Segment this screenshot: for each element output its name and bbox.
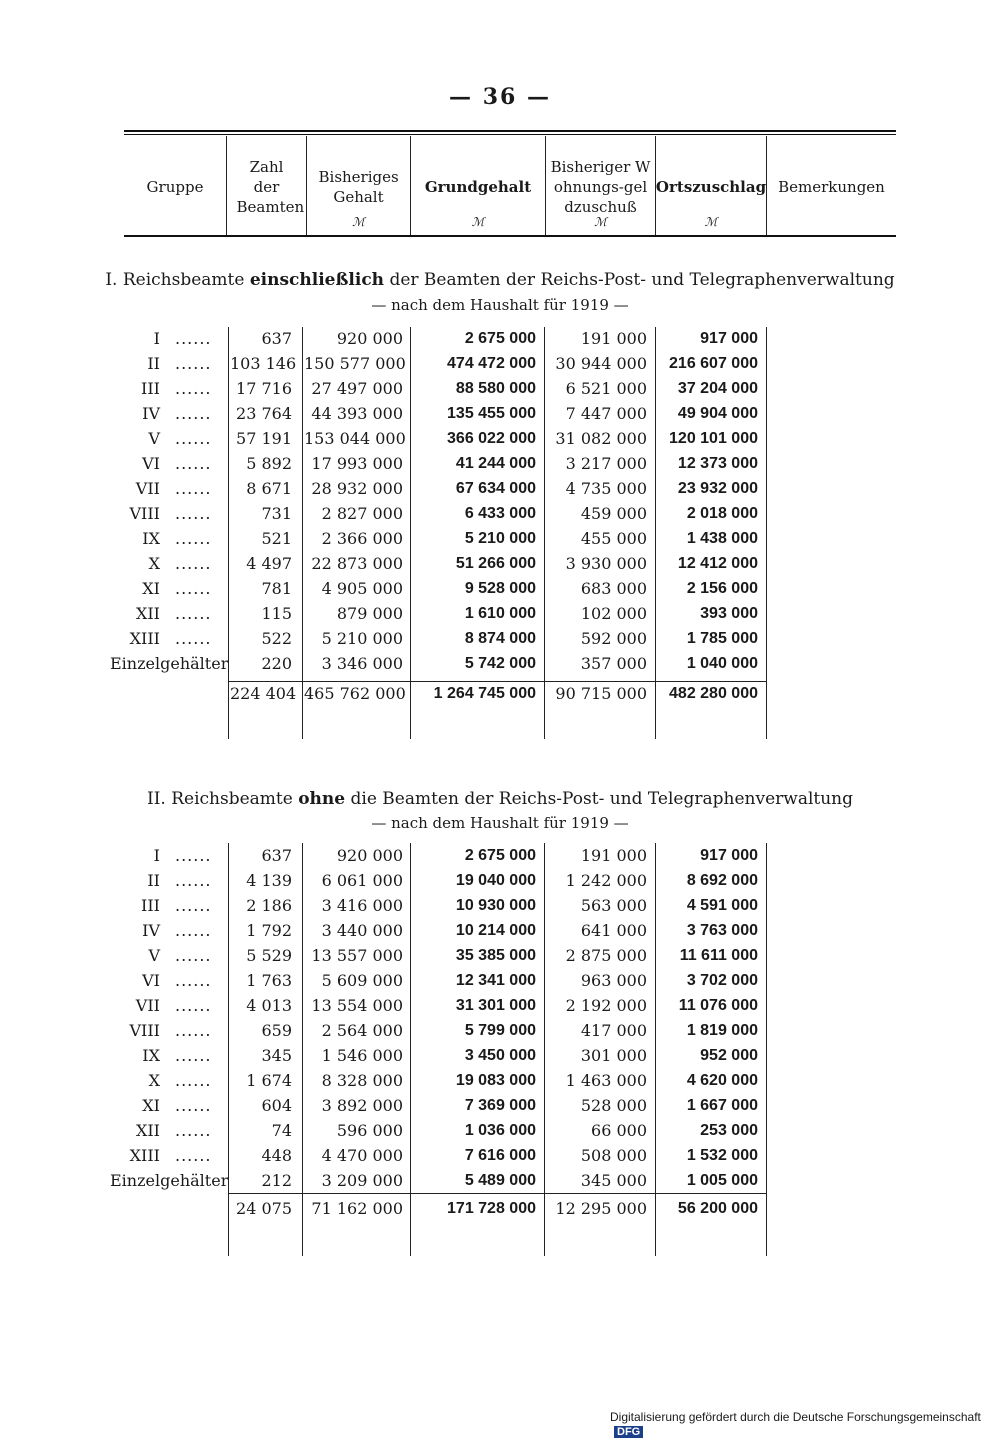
wohn-cell: 102 000	[580, 604, 647, 623]
zahl-cell: 637	[261, 329, 292, 348]
zahl-cell: 220	[261, 654, 292, 673]
zahl-cell: 17 716	[236, 379, 292, 398]
bisher-cell: 150 577 000	[304, 354, 406, 373]
table-row	[0, 476, 1000, 501]
orts-cell: 3 702 000	[686, 972, 758, 989]
total-wohn: 90 715 000	[555, 684, 647, 703]
leader-dots: ......	[175, 604, 212, 623]
zahl-cell: 212	[261, 1171, 292, 1190]
wohn-cell: 4 735 000	[565, 479, 647, 498]
grund-cell: 366 022 000	[447, 430, 536, 447]
group-cell	[110, 426, 222, 451]
bisher-cell: 8 328 000	[321, 1071, 403, 1090]
group-cell	[110, 1043, 222, 1068]
group-cell	[110, 551, 222, 576]
wohn-cell: 191 000	[580, 846, 647, 865]
leader-dots: ......	[175, 946, 212, 965]
zahl-cell: 1 763	[246, 971, 292, 990]
group-cell	[110, 601, 222, 626]
section1-total-row	[0, 681, 1000, 706]
group-cell	[110, 576, 222, 601]
bisher-cell: 28 932 000	[311, 479, 403, 498]
bisher-cell: 920 000	[336, 846, 403, 865]
section1-subtitle: — nach dem Haushalt für 1919 —	[371, 296, 629, 314]
grund-cell: 19 040 000	[455, 872, 536, 889]
group-label: VI	[142, 454, 160, 473]
bisher-cell: 153 044 000	[304, 429, 406, 448]
bisher-cell: 3 440 000	[321, 921, 403, 940]
leader-dots: ......	[175, 529, 212, 548]
table-row	[0, 968, 1000, 993]
group-label: VIII	[129, 504, 160, 523]
orts-cell: 49 904 000	[677, 405, 758, 422]
group-cell	[110, 1118, 222, 1143]
orts-cell: 393 000	[700, 605, 758, 622]
group-label: X	[148, 1071, 160, 1090]
table-row	[0, 943, 1000, 968]
group-label: XIII	[129, 1146, 160, 1165]
zahl-cell: 731	[261, 504, 292, 523]
bisher-cell: 879 000	[336, 604, 403, 623]
grund-cell: 10 930 000	[455, 897, 536, 914]
bisher-cell: 920 000	[336, 329, 403, 348]
grund-cell: 10 214 000	[455, 922, 536, 939]
group-cell	[110, 376, 222, 401]
table-row	[0, 1068, 1000, 1093]
group-label: V	[148, 429, 160, 448]
bisher-cell: 3 346 000	[321, 654, 403, 673]
orts-cell: 37 204 000	[677, 380, 758, 397]
group-label: III	[141, 379, 160, 398]
bisher-cell: 3 892 000	[321, 1096, 403, 1115]
grund-cell: 5 489 000	[464, 1172, 536, 1189]
bisher-cell: 17 993 000	[311, 454, 403, 473]
grund-cell: 41 244 000	[455, 455, 536, 472]
total-zahl: 24 075	[236, 1199, 292, 1218]
wohn-cell: 6 521 000	[565, 379, 647, 398]
orts-cell: 253 000	[700, 1122, 758, 1139]
total-orts: 56 200 000	[677, 1200, 758, 1217]
header-bemerkungen: Bemerkungen	[778, 178, 885, 196]
group-cell	[110, 1143, 222, 1168]
leader-dots: ......	[175, 1021, 212, 1040]
orts-cell: 1 438 000	[686, 530, 758, 547]
group-label: I	[153, 329, 160, 348]
total-bisher: 71 162 000	[311, 1199, 403, 1218]
table-row	[0, 326, 1000, 351]
group-label: IX	[142, 1046, 160, 1065]
header-zahl: Zahl der Beamten	[236, 158, 305, 216]
page-number: — 36 —	[449, 84, 551, 110]
orts-cell: 2 018 000	[686, 505, 758, 522]
wohn-cell: 1 242 000	[565, 871, 647, 890]
table-row	[0, 501, 1000, 526]
bisher-cell: 1 546 000	[321, 1046, 403, 1065]
leader-dots: ......	[175, 354, 212, 373]
grund-cell: 88 580 000	[455, 380, 536, 397]
group-cell	[110, 1093, 222, 1118]
group-cell	[110, 893, 222, 918]
table-row	[0, 868, 1000, 893]
group-label: VIII	[129, 1021, 160, 1040]
bisher-cell: 44 393 000	[311, 404, 403, 423]
wohn-cell: 357 000	[580, 654, 647, 673]
table-row	[0, 1093, 1000, 1118]
wohn-cell: 2 875 000	[565, 946, 647, 965]
group-label: XI	[142, 1096, 160, 1115]
group-cell	[110, 968, 222, 993]
orts-cell: 120 101 000	[669, 430, 758, 447]
orts-cell: 1 667 000	[686, 1097, 758, 1114]
orts-cell: 216 607 000	[669, 355, 758, 372]
bisher-cell: 27 497 000	[311, 379, 403, 398]
zahl-cell: 1 792	[246, 921, 292, 940]
table-row	[0, 576, 1000, 601]
group-cell	[110, 993, 222, 1018]
table-row	[0, 918, 1000, 943]
header-wohnungsgeldzuschuss: Bisheriger Wohnungs-geldzuschuß ℳ	[550, 158, 651, 229]
orts-cell: 1 819 000	[686, 1022, 758, 1039]
total-zahl: 224 404	[230, 684, 297, 703]
table-row	[0, 1118, 1000, 1143]
bisher-cell: 4 470 000	[321, 1146, 403, 1165]
orts-cell: 12 412 000	[677, 555, 758, 572]
grund-cell: 1 610 000	[464, 605, 536, 622]
zahl-cell: 4 497	[246, 554, 292, 573]
total-grund: 1 264 745 000	[433, 685, 536, 702]
table-row	[0, 1043, 1000, 1068]
orts-cell: 12 373 000	[677, 455, 758, 472]
grund-cell: 12 341 000	[455, 972, 536, 989]
leader-dots: ......	[175, 846, 212, 865]
bisher-cell: 5 210 000	[321, 629, 403, 648]
wohn-cell: 31 082 000	[555, 429, 647, 448]
grund-cell: 5 799 000	[464, 1022, 536, 1039]
grund-cell: 6 433 000	[464, 505, 536, 522]
group-label: II	[147, 871, 160, 890]
group-cell	[110, 918, 222, 943]
leader-dots: ......	[175, 971, 212, 990]
orts-cell: 4 620 000	[686, 1072, 758, 1089]
leader-dots: ......	[175, 629, 212, 648]
leader-dots: ......	[175, 921, 212, 940]
grund-cell: 5 742 000	[464, 655, 536, 672]
zahl-cell: 448	[261, 1146, 292, 1165]
header-bottom-rule	[124, 235, 896, 237]
section2-total-rule	[228, 1193, 766, 1194]
zahl-cell: 5 892	[246, 454, 292, 473]
bisher-cell: 6 061 000	[321, 871, 403, 890]
total-bisher: 465 762 000	[304, 684, 406, 703]
leader-dots: ......	[175, 871, 212, 890]
grund-cell: 2 675 000	[464, 330, 536, 347]
zahl-cell: 4 139	[246, 871, 292, 890]
zahl-cell: 5 529	[246, 946, 292, 965]
group-label: V	[148, 946, 160, 965]
orts-cell: 1 005 000	[686, 1172, 758, 1189]
wohn-cell: 459 000	[580, 504, 647, 523]
table-row	[0, 526, 1000, 551]
grund-cell: 5 210 000	[464, 530, 536, 547]
group-cell	[110, 626, 222, 651]
table-row	[0, 1018, 1000, 1043]
total-wohn: 12 295 000	[555, 1199, 647, 1218]
dfg-logo: DFG	[614, 1426, 643, 1438]
grund-cell: 9 528 000	[464, 580, 536, 597]
leader-dots: ......	[175, 1071, 212, 1090]
group-label: XII	[135, 1121, 160, 1140]
bisher-cell: 13 557 000	[311, 946, 403, 965]
zahl-cell: 103 146	[230, 354, 297, 373]
table-row	[0, 1143, 1000, 1168]
grund-cell: 51 266 000	[455, 555, 536, 572]
orts-cell: 4 591 000	[686, 897, 758, 914]
grund-cell: 135 455 000	[447, 405, 536, 422]
group-label: XIII	[129, 629, 160, 648]
orts-cell: 1 532 000	[686, 1147, 758, 1164]
group-label: III	[141, 896, 160, 915]
leader-dots: ......	[175, 579, 212, 598]
wohn-cell: 592 000	[580, 629, 647, 648]
grund-cell: 35 385 000	[455, 947, 536, 964]
orts-cell: 1 040 000	[686, 655, 758, 672]
wohn-cell: 30 944 000	[555, 354, 647, 373]
total-grund: 171 728 000	[447, 1200, 536, 1217]
header-gruppe: Gruppe	[146, 178, 204, 196]
group-label: XII	[135, 604, 160, 623]
grund-cell: 19 083 000	[455, 1072, 536, 1089]
header-top-rule	[124, 130, 896, 132]
table-row	[0, 651, 1000, 676]
section2-total-row	[0, 1196, 1000, 1221]
leader-dots: ......	[175, 1146, 212, 1165]
group-cell	[110, 451, 222, 476]
wohn-cell: 563 000	[580, 896, 647, 915]
zahl-cell: 1 674	[246, 1071, 292, 1090]
orts-cell: 23 932 000	[677, 480, 758, 497]
orts-cell: 11 076 000	[678, 997, 758, 1014]
wohn-cell: 455 000	[580, 529, 647, 548]
grund-cell: 8 874 000	[464, 630, 536, 647]
grund-cell: 67 634 000	[455, 480, 536, 497]
grund-cell: 3 450 000	[464, 1047, 536, 1064]
table-row	[0, 626, 1000, 651]
zahl-cell: 522	[261, 629, 292, 648]
wohn-cell: 7 447 000	[565, 404, 647, 423]
section2-subtitle: — nach dem Haushalt für 1919 —	[371, 814, 629, 832]
group-cell	[110, 526, 222, 551]
leader-dots: ......	[175, 479, 212, 498]
table-row	[0, 401, 1000, 426]
group-label: IV	[142, 921, 160, 940]
grund-cell: 1 036 000	[464, 1122, 536, 1139]
leader-dots: ......	[175, 896, 212, 915]
section2-title: II. Reichsbeamte ohne die Beamten der Reichs-Post- und Telegraphenverwaltung	[146, 789, 854, 809]
bisher-cell: 4 905 000	[321, 579, 403, 598]
table-row	[0, 351, 1000, 376]
zahl-cell: 781	[261, 579, 292, 598]
leader-dots: ......	[175, 404, 212, 423]
leader-dots: ......	[175, 379, 212, 398]
group-cell	[110, 943, 222, 968]
zahl-cell: 659	[261, 1021, 292, 1040]
group-cell	[110, 868, 222, 893]
table-row	[0, 1168, 1000, 1193]
zahl-cell: 2 186	[246, 896, 292, 915]
leader-dots: ......	[175, 454, 212, 473]
orts-cell: 917 000	[700, 330, 758, 347]
leader-dots: ......	[175, 996, 212, 1015]
orts-cell: 917 000	[700, 847, 758, 864]
wohn-cell: 3 217 000	[565, 454, 647, 473]
leader-dots: ......	[175, 1121, 212, 1140]
header-ortszuschlag: Ortszuschlag ℳ	[655, 178, 767, 229]
wohn-cell: 963 000	[580, 971, 647, 990]
zahl-cell: 604	[261, 1096, 292, 1115]
group-label: I	[153, 846, 160, 865]
leader-dots: ......	[175, 554, 212, 573]
group-label: IX	[142, 529, 160, 548]
leader-dots: ......	[175, 329, 212, 348]
wohn-cell: 417 000	[580, 1021, 647, 1040]
leader-dots: ......	[175, 1046, 212, 1065]
wohn-cell: 1 463 000	[565, 1071, 647, 1090]
group-cell	[110, 651, 229, 676]
table-row	[0, 601, 1000, 626]
bisher-cell: 5 609 000	[321, 971, 403, 990]
wohn-cell: 508 000	[580, 1146, 647, 1165]
wohn-cell: 345 000	[580, 1171, 647, 1190]
wohn-cell: 641 000	[580, 921, 647, 940]
zahl-cell: 345	[261, 1046, 292, 1065]
header-grundgehalt: Grundgehalt ℳ	[424, 178, 532, 229]
wohn-cell: 301 000	[580, 1046, 647, 1065]
group-label: Einzelgehälter	[110, 654, 229, 673]
orts-cell: 8 692 000	[686, 872, 758, 889]
wohn-cell: 191 000	[580, 329, 647, 348]
table-row	[0, 843, 1000, 868]
header-bisheriges-gehalt: Bisheriges Gehalt ℳ	[318, 168, 399, 229]
group-label: IV	[142, 404, 160, 423]
wohn-cell: 2 192 000	[565, 996, 647, 1015]
group-label: VII	[135, 479, 160, 498]
section1-title: I. Reichsbeamte einschließlich der Beamten der Reichs-Post- und Telegraphenverwaltung	[105, 270, 895, 290]
group-label: X	[148, 554, 160, 573]
grund-cell: 7 369 000	[464, 1097, 536, 1114]
grund-cell: 474 472 000	[447, 355, 536, 372]
zahl-cell: 57 191	[236, 429, 292, 448]
bisher-cell: 3 416 000	[321, 896, 403, 915]
zahl-cell: 4 013	[246, 996, 292, 1015]
group-label: VI	[142, 971, 160, 990]
wohn-cell: 528 000	[580, 1096, 647, 1115]
wohn-cell: 683 000	[580, 579, 647, 598]
bisher-cell: 2 564 000	[321, 1021, 403, 1040]
leader-dots: ......	[175, 504, 212, 523]
group-cell	[110, 501, 222, 526]
group-cell	[110, 1168, 229, 1193]
zahl-cell: 115	[261, 604, 292, 623]
grund-cell: 7 616 000	[464, 1147, 536, 1164]
zahl-cell: 637	[261, 846, 292, 865]
group-label: VII	[135, 996, 160, 1015]
bisher-cell: 2 827 000	[321, 504, 403, 523]
bisher-cell: 22 873 000	[311, 554, 403, 573]
table-row	[0, 451, 1000, 476]
table-row	[0, 993, 1000, 1018]
orts-cell: 1 785 000	[686, 630, 758, 647]
grund-cell: 2 675 000	[464, 847, 536, 864]
group-label: Einzelgehälter	[110, 1171, 229, 1190]
zahl-cell: 23 764	[236, 404, 292, 423]
header-top-rule-thin	[124, 134, 896, 135]
orts-cell: 11 611 000	[679, 947, 758, 964]
group-cell	[110, 476, 222, 501]
group-cell	[110, 843, 222, 868]
wohn-cell: 3 930 000	[565, 554, 647, 573]
bisher-cell: 3 209 000	[321, 1171, 403, 1190]
total-orts: 482 280 000	[669, 685, 758, 702]
bisher-cell: 596 000	[336, 1121, 403, 1140]
grund-cell: 31 301 000	[455, 997, 536, 1014]
zahl-cell: 74	[271, 1121, 292, 1140]
table-row	[0, 551, 1000, 576]
orts-cell: 952 000	[700, 1047, 758, 1064]
group-label: XI	[142, 579, 160, 598]
table-row	[0, 376, 1000, 401]
group-cell	[110, 1018, 222, 1043]
orts-cell: 3 763 000	[686, 922, 758, 939]
group-cell	[110, 326, 222, 351]
zahl-cell: 521	[261, 529, 292, 548]
table-row	[0, 893, 1000, 918]
zahl-cell: 8 671	[246, 479, 292, 498]
bisher-cell: 13 554 000	[311, 996, 403, 1015]
wohn-cell: 66 000	[591, 1121, 647, 1140]
group-label: II	[147, 354, 160, 373]
leader-dots: ......	[175, 429, 212, 448]
group-cell	[110, 1068, 222, 1093]
leader-dots: ......	[175, 1096, 212, 1115]
group-cell	[110, 401, 222, 426]
group-cell	[110, 351, 222, 376]
footer-text: Digitalisierung gefördert durch die Deutsche Forschungsgemeinschaft	[610, 1410, 981, 1424]
bisher-cell: 2 366 000	[321, 529, 403, 548]
table-row	[0, 426, 1000, 451]
orts-cell: 2 156 000	[686, 580, 758, 597]
